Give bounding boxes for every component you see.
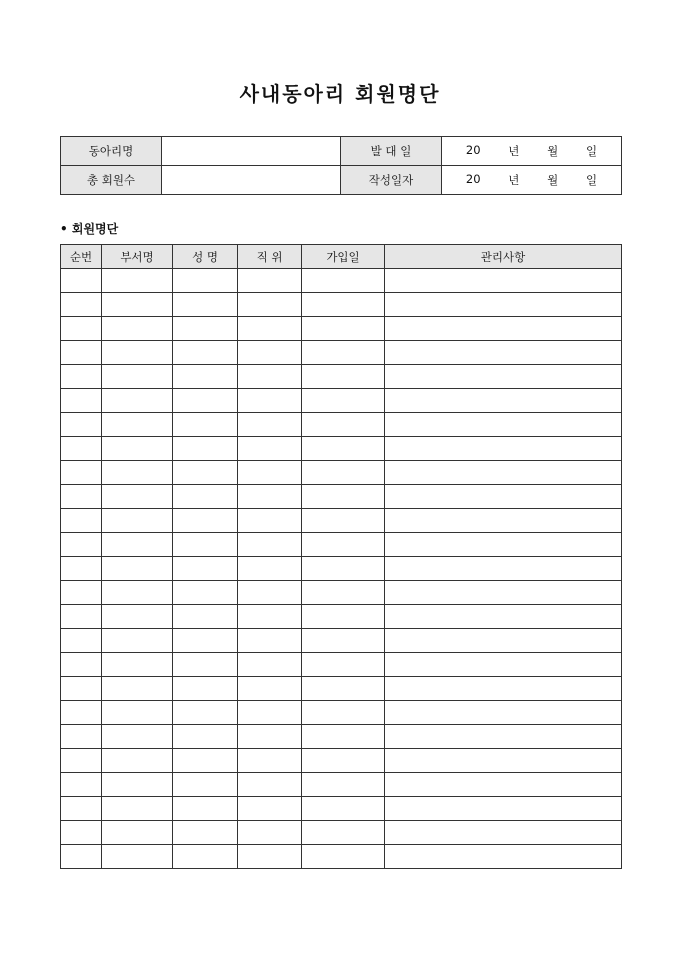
- department-cell[interactable]: [102, 797, 173, 821]
- join-date-cell[interactable]: [302, 797, 385, 821]
- founded-year-unit: 년: [508, 144, 520, 158]
- table-row: [61, 365, 622, 389]
- no-cell[interactable]: [61, 413, 102, 437]
- department-cell[interactable]: [102, 389, 173, 413]
- table-row: [61, 773, 622, 797]
- department-cell[interactable]: [102, 533, 173, 557]
- written-day-unit: 일: [585, 173, 598, 187]
- no-cell[interactable]: [61, 821, 102, 845]
- department-cell[interactable]: [102, 845, 173, 869]
- table-row: [61, 413, 622, 437]
- table-row: [61, 485, 622, 509]
- notes-cell[interactable]: [385, 653, 622, 677]
- table-row: [61, 557, 622, 581]
- no-cell[interactable]: [61, 629, 102, 653]
- no-cell[interactable]: [61, 269, 102, 293]
- department-cell[interactable]: [102, 773, 173, 797]
- written-month-unit: 월: [547, 173, 559, 187]
- department-cell[interactable]: [102, 317, 173, 341]
- position-cell[interactable]: [238, 605, 302, 629]
- join-date-cell[interactable]: [302, 461, 385, 485]
- position-cell[interactable]: [238, 773, 302, 797]
- position-cell[interactable]: [238, 701, 302, 725]
- name-cell[interactable]: [173, 749, 238, 773]
- table-row: [61, 581, 622, 605]
- notes-cell[interactable]: [385, 701, 622, 725]
- no-cell[interactable]: [61, 725, 102, 749]
- table-row: [61, 629, 622, 653]
- notes-cell[interactable]: [385, 821, 622, 845]
- department-cell[interactable]: [102, 821, 173, 845]
- notes-cell[interactable]: [385, 413, 622, 437]
- name-cell[interactable]: [173, 269, 238, 293]
- no-cell[interactable]: [61, 773, 102, 797]
- name-cell[interactable]: [173, 701, 238, 725]
- total-members-label: 총 회원수: [61, 166, 162, 195]
- no-cell[interactable]: [61, 485, 102, 509]
- name-cell[interactable]: [173, 821, 238, 845]
- table-row: [61, 749, 622, 773]
- notes-cell[interactable]: [385, 533, 622, 557]
- table-row: [61, 821, 622, 845]
- no-cell[interactable]: [61, 557, 102, 581]
- join-date-cell[interactable]: [302, 389, 385, 413]
- no-cell[interactable]: [61, 605, 102, 629]
- written-year-unit: 년: [508, 173, 520, 187]
- department-cell[interactable]: [102, 653, 173, 677]
- position-cell[interactable]: [238, 317, 302, 341]
- join-date-cell[interactable]: [302, 653, 385, 677]
- table-row: [61, 653, 622, 677]
- name-cell[interactable]: [173, 485, 238, 509]
- no-cell[interactable]: [61, 317, 102, 341]
- notes-cell[interactable]: [385, 605, 622, 629]
- name-cell[interactable]: [173, 509, 238, 533]
- founded-date-field[interactable]: [442, 137, 622, 166]
- table-row: [61, 269, 622, 293]
- join-date-cell[interactable]: [302, 485, 385, 509]
- notes-cell[interactable]: [385, 485, 622, 509]
- position-cell[interactable]: [238, 269, 302, 293]
- join-date-cell[interactable]: [302, 437, 385, 461]
- department-cell[interactable]: [102, 725, 173, 749]
- department-cell[interactable]: [102, 629, 173, 653]
- notes-cell[interactable]: [385, 557, 622, 581]
- club-name-label: 동아리명: [61, 137, 162, 166]
- department-cell[interactable]: [102, 509, 173, 533]
- table-row: [61, 389, 622, 413]
- department-cell[interactable]: [102, 293, 173, 317]
- club-name-field[interactable]: [162, 137, 341, 166]
- table-row: [61, 293, 622, 317]
- no-cell[interactable]: [61, 581, 102, 605]
- name-cell[interactable]: [173, 437, 238, 461]
- table-row: [61, 797, 622, 821]
- join-date-cell[interactable]: [302, 365, 385, 389]
- page-title: 사내동아리 회원명단: [239, 82, 441, 106]
- department-cell[interactable]: [102, 677, 173, 701]
- header-join-date: 가입일: [302, 245, 385, 269]
- position-cell[interactable]: [238, 293, 302, 317]
- name-cell[interactable]: [173, 653, 238, 677]
- position-cell[interactable]: [238, 797, 302, 821]
- header-department: 부서명: [102, 245, 173, 269]
- name-cell[interactable]: [173, 845, 238, 869]
- join-date-cell[interactable]: [302, 317, 385, 341]
- join-date-cell[interactable]: [302, 677, 385, 701]
- join-date-cell[interactable]: [302, 509, 385, 533]
- position-cell[interactable]: [238, 509, 302, 533]
- join-date-cell[interactable]: [302, 773, 385, 797]
- department-cell[interactable]: [102, 341, 173, 365]
- no-cell[interactable]: [61, 677, 102, 701]
- join-date-cell[interactable]: [302, 725, 385, 749]
- position-cell[interactable]: [238, 557, 302, 581]
- notes-cell[interactable]: [385, 677, 622, 701]
- member-list-body: [61, 269, 622, 869]
- no-cell[interactable]: [61, 341, 102, 365]
- join-date-cell[interactable]: [302, 605, 385, 629]
- written-year-prefix: 20: [465, 172, 481, 186]
- notes-cell[interactable]: [385, 389, 622, 413]
- table-row: [61, 677, 622, 701]
- name-cell[interactable]: [173, 293, 238, 317]
- position-cell[interactable]: [238, 413, 302, 437]
- founded-date-label: 발 대 일: [341, 137, 442, 166]
- no-cell[interactable]: [61, 797, 102, 821]
- club-info-row: [61, 137, 622, 166]
- department-cell[interactable]: [102, 581, 173, 605]
- name-cell[interactable]: [173, 629, 238, 653]
- join-date-cell[interactable]: [302, 533, 385, 557]
- department-cell[interactable]: [102, 461, 173, 485]
- position-cell[interactable]: [238, 749, 302, 773]
- join-date-cell[interactable]: [302, 629, 385, 653]
- position-cell[interactable]: [238, 341, 302, 365]
- notes-cell[interactable]: [385, 269, 622, 293]
- name-cell[interactable]: [173, 533, 238, 557]
- table-row: [61, 461, 622, 485]
- table-row: [61, 725, 622, 749]
- no-cell[interactable]: [61, 293, 102, 317]
- name-cell[interactable]: [173, 605, 238, 629]
- position-cell[interactable]: [238, 437, 302, 461]
- position-cell[interactable]: [238, 533, 302, 557]
- join-date-cell[interactable]: [302, 821, 385, 845]
- table-row: [61, 509, 622, 533]
- position-cell[interactable]: [238, 461, 302, 485]
- founded-month-unit: 월: [547, 144, 559, 158]
- name-cell[interactable]: [173, 773, 238, 797]
- department-cell[interactable]: [102, 269, 173, 293]
- section-title: • 회원명단: [60, 222, 119, 236]
- join-date-cell[interactable]: [302, 581, 385, 605]
- member-list-table: [60, 244, 622, 869]
- table-row: [61, 533, 622, 557]
- join-date-cell[interactable]: [302, 293, 385, 317]
- name-cell[interactable]: [173, 389, 238, 413]
- name-cell[interactable]: [173, 797, 238, 821]
- no-cell[interactable]: [61, 389, 102, 413]
- notes-cell[interactable]: [385, 773, 622, 797]
- no-cell[interactable]: [61, 701, 102, 725]
- table-row: [61, 317, 622, 341]
- position-cell[interactable]: [238, 581, 302, 605]
- notes-cell[interactable]: [385, 725, 622, 749]
- position-cell[interactable]: [238, 821, 302, 845]
- notes-cell[interactable]: [385, 749, 622, 773]
- name-cell[interactable]: [173, 317, 238, 341]
- notes-cell[interactable]: [385, 437, 622, 461]
- department-cell[interactable]: [102, 485, 173, 509]
- no-cell[interactable]: [61, 365, 102, 389]
- position-cell[interactable]: [238, 845, 302, 869]
- position-cell[interactable]: [238, 653, 302, 677]
- no-cell[interactable]: [61, 509, 102, 533]
- notes-cell[interactable]: [385, 797, 622, 821]
- no-cell[interactable]: [61, 437, 102, 461]
- name-cell[interactable]: [173, 581, 238, 605]
- notes-cell[interactable]: [385, 845, 622, 869]
- name-cell[interactable]: [173, 677, 238, 701]
- header-no: 순번: [61, 245, 102, 269]
- department-cell[interactable]: [102, 413, 173, 437]
- join-date-cell[interactable]: [302, 701, 385, 725]
- name-cell[interactable]: [173, 725, 238, 749]
- founded-day-unit: 일: [585, 144, 598, 158]
- notes-cell[interactable]: [385, 293, 622, 317]
- join-date-cell[interactable]: [302, 413, 385, 437]
- notes-cell[interactable]: [385, 581, 622, 605]
- no-cell[interactable]: [61, 845, 102, 869]
- written-date-label: 작성일자: [341, 166, 442, 195]
- join-date-cell[interactable]: [302, 557, 385, 581]
- position-cell[interactable]: [238, 725, 302, 749]
- notes-cell[interactable]: [385, 629, 622, 653]
- header-name: 성 명: [173, 245, 238, 269]
- join-date-cell[interactable]: [302, 341, 385, 365]
- no-cell[interactable]: [61, 749, 102, 773]
- table-row: [61, 845, 622, 869]
- no-cell[interactable]: [61, 461, 102, 485]
- no-cell[interactable]: [61, 533, 102, 557]
- table-row: [61, 341, 622, 365]
- notes-cell[interactable]: [385, 365, 622, 389]
- position-cell[interactable]: [238, 485, 302, 509]
- department-cell[interactable]: [102, 605, 173, 629]
- member-header-row: [61, 245, 622, 269]
- notes-cell[interactable]: [385, 341, 622, 365]
- founded-year-prefix: 20: [465, 143, 481, 157]
- position-cell[interactable]: [238, 365, 302, 389]
- join-date-cell[interactable]: [302, 845, 385, 869]
- header-notes: 관리사항: [385, 245, 622, 269]
- club-info-row: [61, 166, 622, 195]
- department-cell[interactable]: [102, 749, 173, 773]
- department-cell[interactable]: [102, 701, 173, 725]
- notes-cell[interactable]: [385, 317, 622, 341]
- name-cell[interactable]: [173, 341, 238, 365]
- name-cell[interactable]: [173, 413, 238, 437]
- name-cell[interactable]: [173, 461, 238, 485]
- department-cell[interactable]: [102, 365, 173, 389]
- join-date-cell[interactable]: [302, 749, 385, 773]
- position-cell[interactable]: [238, 629, 302, 653]
- notes-cell[interactable]: [385, 509, 622, 533]
- no-cell[interactable]: [61, 653, 102, 677]
- club-info-table: [60, 136, 622, 195]
- header-position: 직 위: [238, 245, 302, 269]
- position-cell[interactable]: [238, 389, 302, 413]
- total-members-field[interactable]: [162, 166, 341, 195]
- notes-cell[interactable]: [385, 461, 622, 485]
- department-cell[interactable]: [102, 437, 173, 461]
- name-cell[interactable]: [173, 557, 238, 581]
- join-date-cell[interactable]: [302, 269, 385, 293]
- written-date-field[interactable]: [442, 166, 622, 195]
- table-row: [61, 605, 622, 629]
- position-cell[interactable]: [238, 677, 302, 701]
- table-row: [61, 437, 622, 461]
- name-cell[interactable]: [173, 365, 238, 389]
- department-cell[interactable]: [102, 557, 173, 581]
- table-row: [61, 701, 622, 725]
